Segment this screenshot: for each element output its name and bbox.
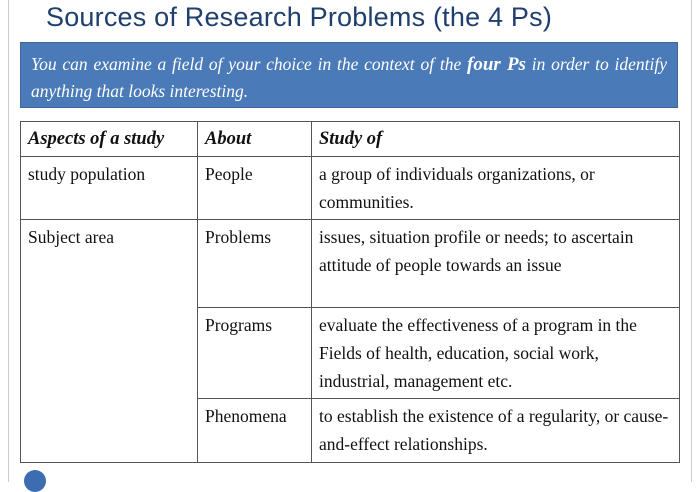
cell-about: Problems: [198, 220, 312, 308]
table-row: [21, 220, 680, 308]
header-about: About: [198, 122, 312, 157]
intro-emphasis: four Ps: [467, 54, 526, 75]
cell-study: to establish the existence of a regularity, or cause-and-effect relationships.: [312, 399, 680, 463]
intro-text-after: in order to identify anything that looks interesting.: [31, 54, 667, 101]
cell-study: a group of individuals organizations, or communities.: [312, 157, 680, 220]
slide-title: Sources of Research Problems (the 4 Ps): [46, 2, 553, 32]
slide-number-badge: [24, 470, 46, 492]
intro-text-before: You can examine a field of your choice in the context of the: [31, 54, 467, 74]
header-study-of: Study of: [312, 122, 680, 157]
cell-about: Phenomena: [198, 399, 312, 463]
header-aspects: Aspects of a study: [21, 122, 198, 157]
cell-aspect: study population: [21, 157, 198, 220]
intro-box: [20, 42, 678, 108]
cell-about: Programs: [198, 308, 312, 399]
cell-about: People: [198, 157, 312, 220]
cell-study: evaluate the effectiveness of a program in the Fields of health, education, social work, industrial, management etc.: [312, 308, 680, 399]
table-header-row: [21, 122, 680, 157]
four-ps-table: [20, 121, 680, 463]
cell-study: issues, situation profile or needs; to ascertain attitude of people towards an issue: [312, 220, 680, 308]
table-row: [21, 157, 680, 220]
cell-aspect: Subject area: [21, 220, 198, 463]
